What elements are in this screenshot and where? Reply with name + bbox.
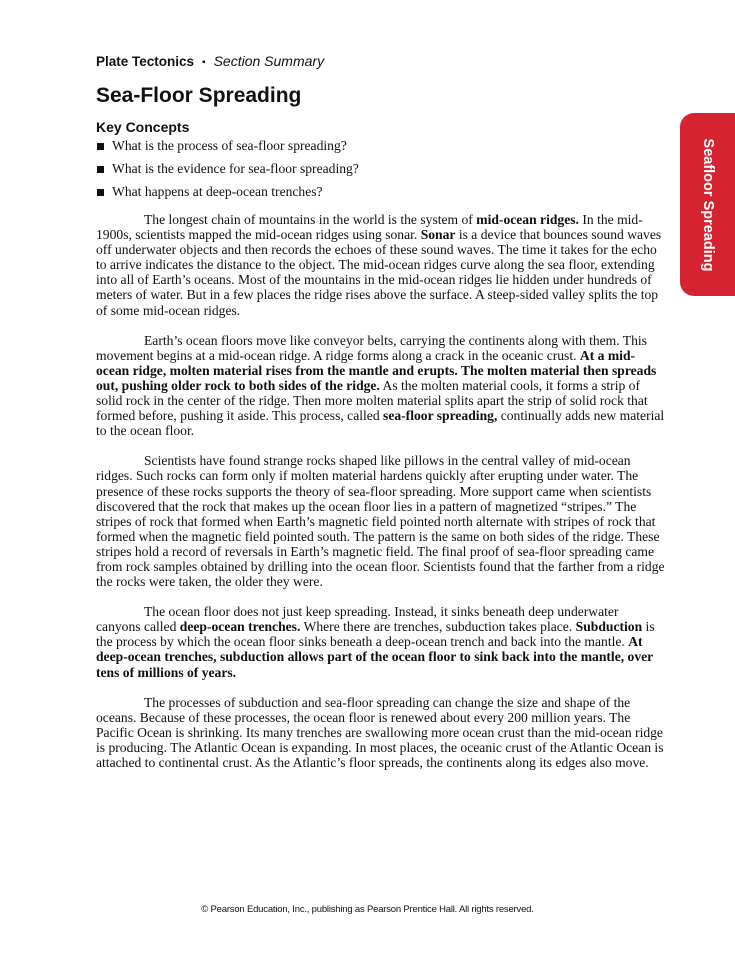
text-run: Scientists have found strange rocks shaped like pillows in the central valley of mid-ocean ridges. Such rocks can form only if molten material hardens quickly after erupting under water. The presence of these rocks supports the theory of sea-floor spreading. More support came when scientists discovered that the rock that makes up the ocean floor lies in a pattern of magnetized “stripes.” The stripes of rock that formed when Earth’s magnetic field pointed north alternate with stripes of rock that formed when the magnetic field pointed south. The pattern is the same on both sides of the ridge. These stripes hold a record of reversals in Earth’s magnetic field. The final proof of sea-floor spreading came from rock samples obtained by drilling into the ocean floor. Scientists found that the farther from a ridge the rocks were taken, the older they were. [96, 453, 665, 590]
chapter-title: Plate Tectonics [96, 54, 195, 69]
body-paragraph [96, 212, 666, 318]
key-term: Sonar [420, 227, 456, 243]
key-term: At deep-ocean trenches, subduction allows part of the ocean floor to sink back into the mantle, over tens of millions of years. [96, 634, 653, 680]
summary-body [96, 212, 666, 785]
key-concept-text: What happens at deep-ocean trenches? [112, 184, 323, 199]
key-term: mid-ocean ridges. [476, 212, 579, 227]
body-paragraph [96, 604, 666, 679]
key-concept-text: What is the evidence for sea-floor spreading? [112, 161, 359, 176]
key-concept-item [96, 138, 359, 161]
text-run: The ocean floor does not just keep spreading. Instead, it sinks beneath deep underwater canyons called [96, 604, 619, 635]
copyright-footer: © Pearson Education, Inc., publishing as Pearson Prentice Hall. All rights reserved. [201, 904, 534, 915]
key-concept-text: What is the process of sea-floor spreading? [112, 138, 347, 153]
body-paragraph [96, 695, 666, 770]
key-concept-item [96, 184, 359, 207]
square-bullet-icon [97, 166, 104, 173]
running-header [96, 53, 324, 69]
body-paragraph [96, 453, 666, 589]
text-run: Where there are trenches, subduction takes place. [300, 619, 576, 635]
text-run: continually adds new material to the ocean floor. [96, 408, 665, 439]
key-concepts-list [96, 138, 359, 207]
text-run: In the mid-1900s, scientists mapped the mid-ocean ridges using sonar. [96, 212, 643, 243]
page-title: Sea-Floor Spreading [96, 84, 302, 107]
square-bullet-icon [97, 143, 104, 150]
text-run: As the molten material cools, it forms a strip of solid rock in the center of the ridge. Then more molten material splits apart the strip of solid rock that formed before, pushing it aside. This process, called [96, 377, 648, 424]
side-tab [680, 113, 735, 296]
key-term: deep-ocean trenches. [179, 619, 301, 635]
body-paragraph [96, 333, 666, 439]
key-concept-item [96, 161, 359, 184]
square-bullet-icon [97, 189, 104, 196]
side-tab-label: Seafloor Spreading [699, 138, 716, 271]
key-term: Subduction [575, 619, 643, 635]
header-separator: ▪ [202, 57, 206, 68]
key-concepts-heading: Key Concepts [96, 119, 190, 135]
key-term: At a mid-ocean ridge, molten material rises from the mantle and erupts. The molten material then spreads out, pushing older rock to both sides of the ridge. [96, 347, 657, 393]
section-label: Section Summary [213, 53, 325, 69]
text-run: is a device that bounces sound waves off underwater objects and then records the echoes of these sound waves. The time it takes for the echo to arrive indicates the distance to the object. The mid-ocean ridges curve along the sea floor, extending into all of Earth’s oceans. Most of the mountains in the mid-ocean ridges lie hidden under hundreds of meters of water. But in a few places the ridge rises above the surface. A steep-sided valley splits the top of some mid-ocean ridges. [96, 227, 662, 318]
text-run: Earth’s ocean floors move like conveyor belts, carrying the continents along with them. This movement begins at a mid-ocean ridge. A ridge forms along a crack in the oceanic crust. [96, 332, 647, 363]
text-run: The longest chain of mountains in the world is the system of [144, 212, 477, 227]
text-run: The processes of subduction and sea-floor spreading can change the size and shape of the oceans. Because of these processes, the ocean floor is renewed about every 200 million years. The Pacific Ocean is shrinking. Its many trenches are swallowing more ocean crust than the mid-ocean ridge is producing. The Atlantic Ocean is expanding. In most places, the oceanic crust of the Atlantic Ocean is attached to continental crust. As the Atlantic’s floor spreads, the continents along its edges also move. [96, 694, 664, 770]
text-run: is the process by which the ocean floor sinks beneath a deep-ocean trench and back into the mantle. [96, 619, 655, 650]
key-term: sea-floor spreading, [383, 408, 498, 424]
